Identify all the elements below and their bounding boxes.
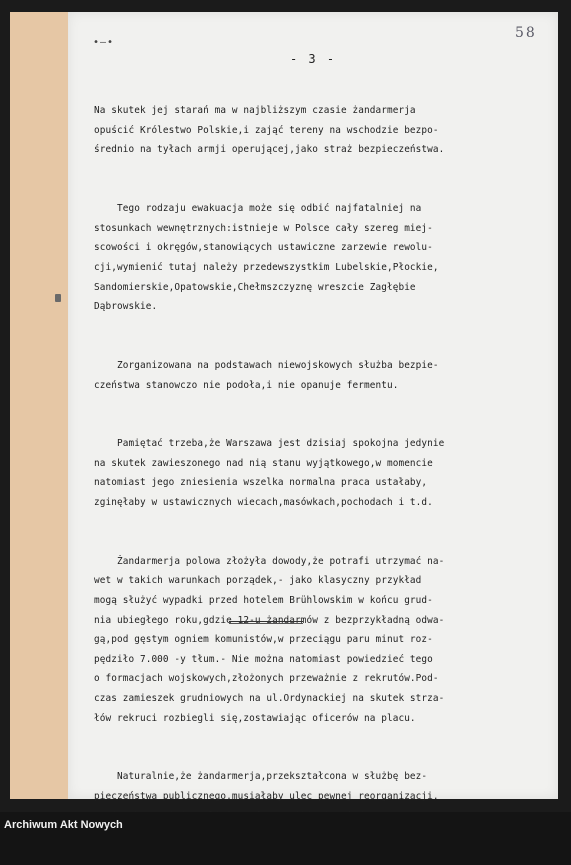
paragraph: Zorganizowana na podstawach niewojskowych służba bezpie- czeństwa stanowczo nie podoła,i nie opanuje fermentu. — [94, 359, 439, 391]
archive-label: Archiwum Akt Nowych — [4, 819, 123, 831]
footer-bar — [0, 812, 571, 840]
paragraph: Żandarmerja polowa złożyła dowody,że potrafi utrzymać na- wet w takich warunkach porządek,- jako klasyczny przykład mogą służyć wypadki przed hotelem Brühlowskim w końcu grud- nia ubiegłego roku,gdzie 12-u żandarmów z bezprzykładną odwa- gą,pod gęstym ogniem komunistów,w przeciągu paru minut roz- pędziło 7.000 -y tłum.- Nie można natomiast powiedzieć tego o formacjach wojskowych,złożonych przeważnie z rekrutów.Pod- czas zamieszek grudniowych na ul.Ordynackiej na skutek strza- łów rekruci rozbiegli się,zostawiając oficerów na placu. — [94, 555, 445, 724]
page-number: - 3 - — [289, 52, 337, 66]
paragraph: Tego rodzaju ewakuacja może się odbić najfatalniej na stosunkach wewnętrznych:istnieje w Polsce cały szereg miej- scowości i okręgów,stanowiących ustawiczne zarzewie rewolu- cji,wymienić tutaj należy przedewszystkim Lubelskie,Płockie, Sandomierskie,Opatowskie,Chełmszczyznę wreszcie Zagłębie Dąbrowskie. — [94, 203, 439, 313]
paragraph: Naturalnie,że żandarmerja,przekształcona w służbę bez- pieczeństwa publicznego,musiałaby ulec pewnej reorganizacji, — [94, 771, 439, 802]
separator-line — [229, 621, 303, 624]
left-cardboard-strip — [10, 12, 69, 799]
ink-mark: •—• — [93, 37, 115, 48]
document-body — [94, 62, 494, 865]
binding-hole-mark — [55, 294, 61, 302]
archive-number: 58 — [515, 25, 537, 41]
paragraph: Pamiętać trzeba,że Warszawa jest dzisiaj spokojna jedynie na skutek zawieszonego nad nią stanu wyjątkowego,w momencie natomiast jego zniesienia wszelka normalna praca ustałaby, zginęłaby w ustawicznych wiecach,masówkach,pochodach i t.d. — [94, 438, 445, 509]
paragraph: Na skutek jej starań ma w najbliższym czasie żandarmerja opuścić Królestwo Polskie,i zająć tereny na wschodzie bezpo- średnio na tyłach armji operującej,jako straż bezpieczeństwa. — [94, 105, 445, 156]
